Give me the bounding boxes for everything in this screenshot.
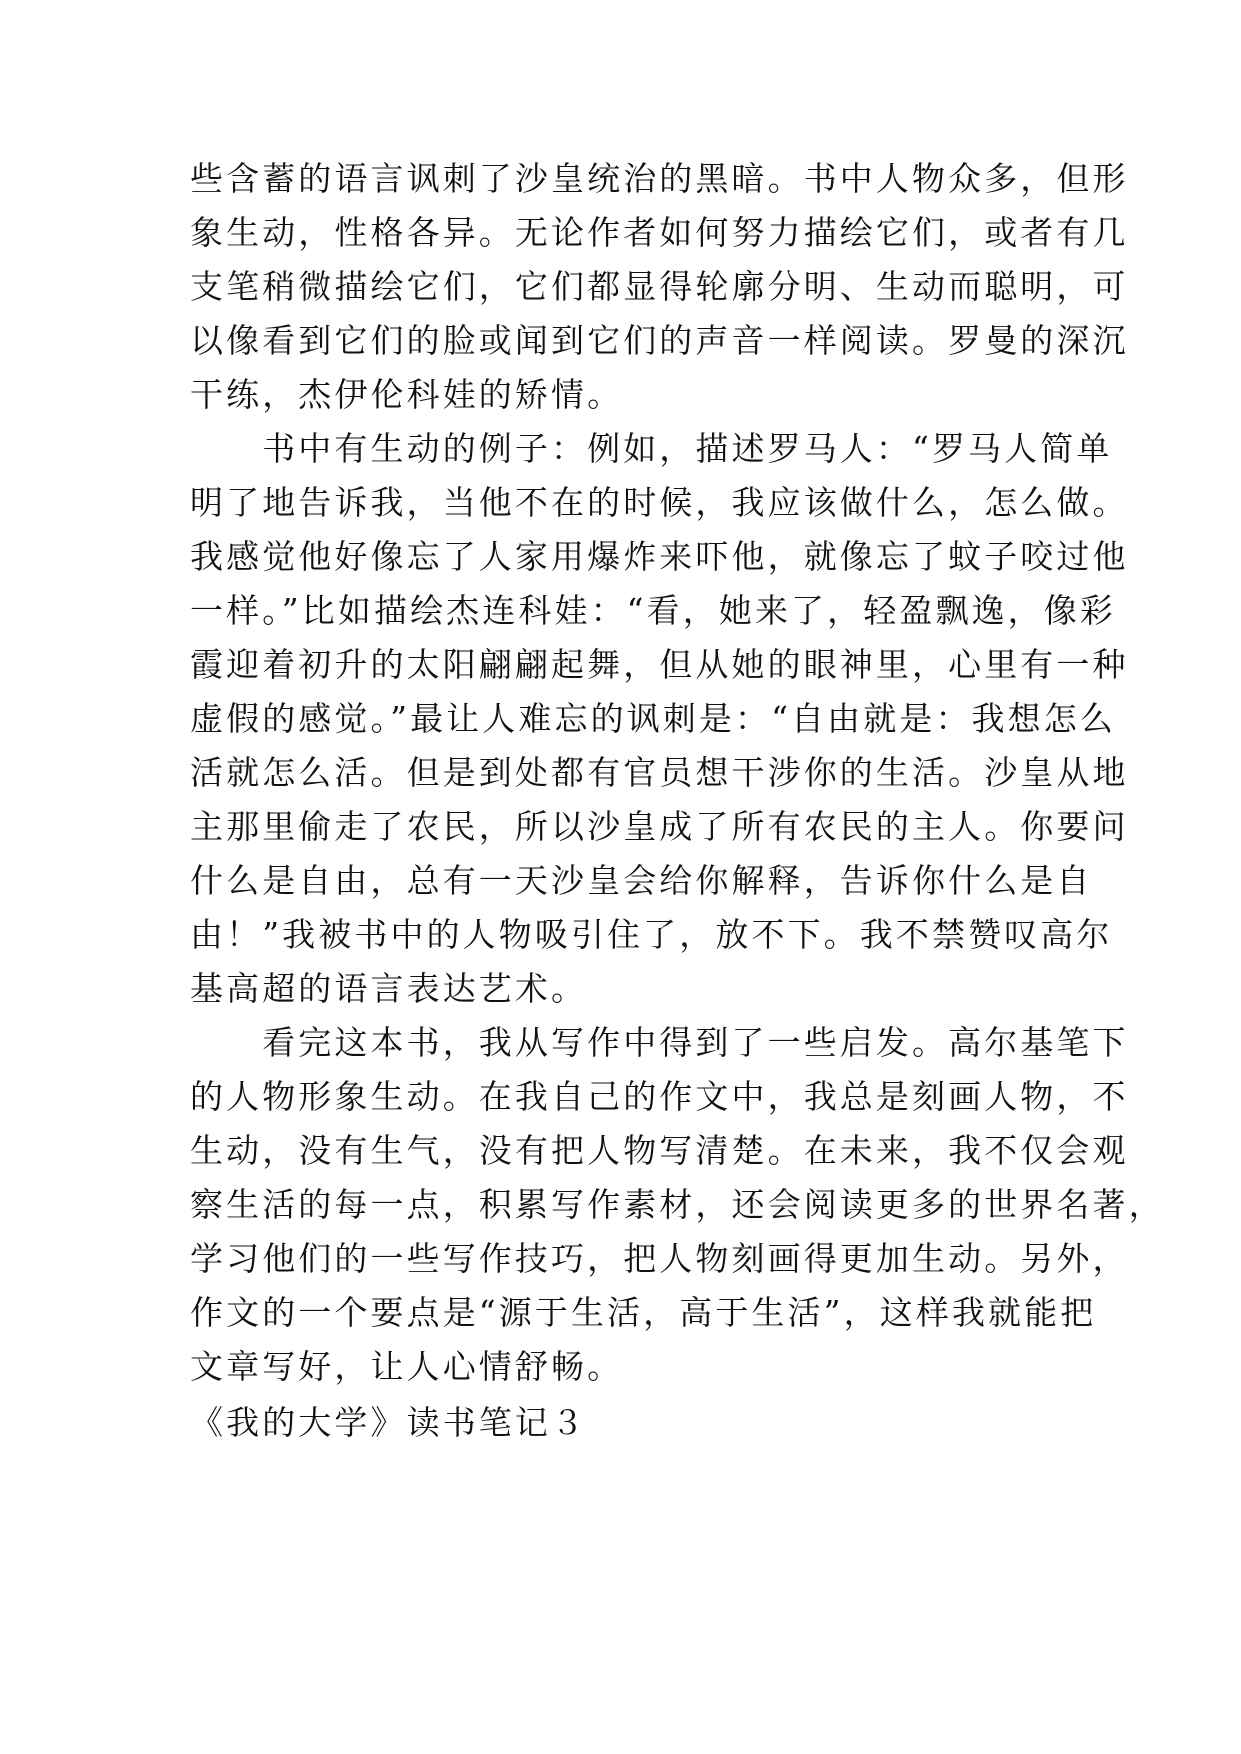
text-line: 文章写好，让人心情舒畅。: [190, 1347, 624, 1386]
text-line: 看完这本书，我从写作中得到了一些启发。高尔基笔下: [190, 1023, 1129, 1062]
text-line: 什么是自由，总有一天沙皇会给你解释，告诉你什么是自: [190, 861, 1093, 900]
text-line: 支笔稍微描绘它们，它们都显得轮廓分明、生动而聪明，可: [190, 267, 1129, 306]
text-line: 活就怎么活。但是到处都有官员想干涉你的生活。沙皇从地: [190, 753, 1129, 792]
text-line: 些含蓄的语言讽刺了沙皇统治的黑暗。书中人物众多，但形: [190, 159, 1129, 198]
text-line: 学习他们的一些写作技巧，把人物刻画得更加生动。另外，: [190, 1239, 1129, 1278]
text-line: 生动，没有生气，没有把人物写清楚。在未来，我不仅会观: [190, 1131, 1129, 1170]
text-line: 书中有生动的例子：例如，描述罗马人：“罗马人简单: [190, 429, 1113, 468]
text-line: 察生活的每一点，积累写作素材，还会阅读更多的世界名著，: [190, 1185, 1165, 1224]
text-line: 一样。”比如描绘杰连科娃：“看，她来了，轻盈飘逸，像彩: [190, 591, 1116, 630]
text-line: 明了地告诉我，当他不在的时候，我应该做什么，怎么做。: [190, 483, 1129, 522]
text-line: 我感觉他好像忘了人家用爆炸来吓他，就像忘了蚊子咬过他: [190, 537, 1129, 576]
text-line: 干练，杰伊伦科娃的矫情。: [190, 375, 624, 414]
text-line: 由！”我被书中的人物吸引住了，放不下。我不禁赞叹高尔: [190, 915, 1113, 954]
text-line: 的人物形象生动。在我自己的作文中，我总是刻画人物，不: [190, 1077, 1129, 1116]
text-line: 基高超的语言表达艺术。: [190, 969, 588, 1008]
text-line: 以像看到它们的脸或闻到它们的声音一样阅读。罗曼的深沉: [190, 321, 1129, 360]
text-line: 虚假的感觉。”最让人难忘的讽刺是：“自由就是：我想怎么: [190, 699, 1116, 738]
text-line: 作文的一个要点是“源于生活，高于生活”，这样我就能把: [190, 1293, 1097, 1332]
text-line: 霞迎着初升的太阳翩翩起舞，但从她的眼神里，心里有一种: [190, 645, 1129, 684]
section-title: 《我的大学》读书笔记３: [190, 1403, 588, 1442]
text-line: 主那里偷走了农民，所以沙皇成了所有农民的主人。你要问: [190, 807, 1129, 846]
document-body: [190, 152, 1165, 1450]
text-line: 象生动，性格各异。无论作者如何努力描绘它们，或者有几: [190, 213, 1129, 252]
